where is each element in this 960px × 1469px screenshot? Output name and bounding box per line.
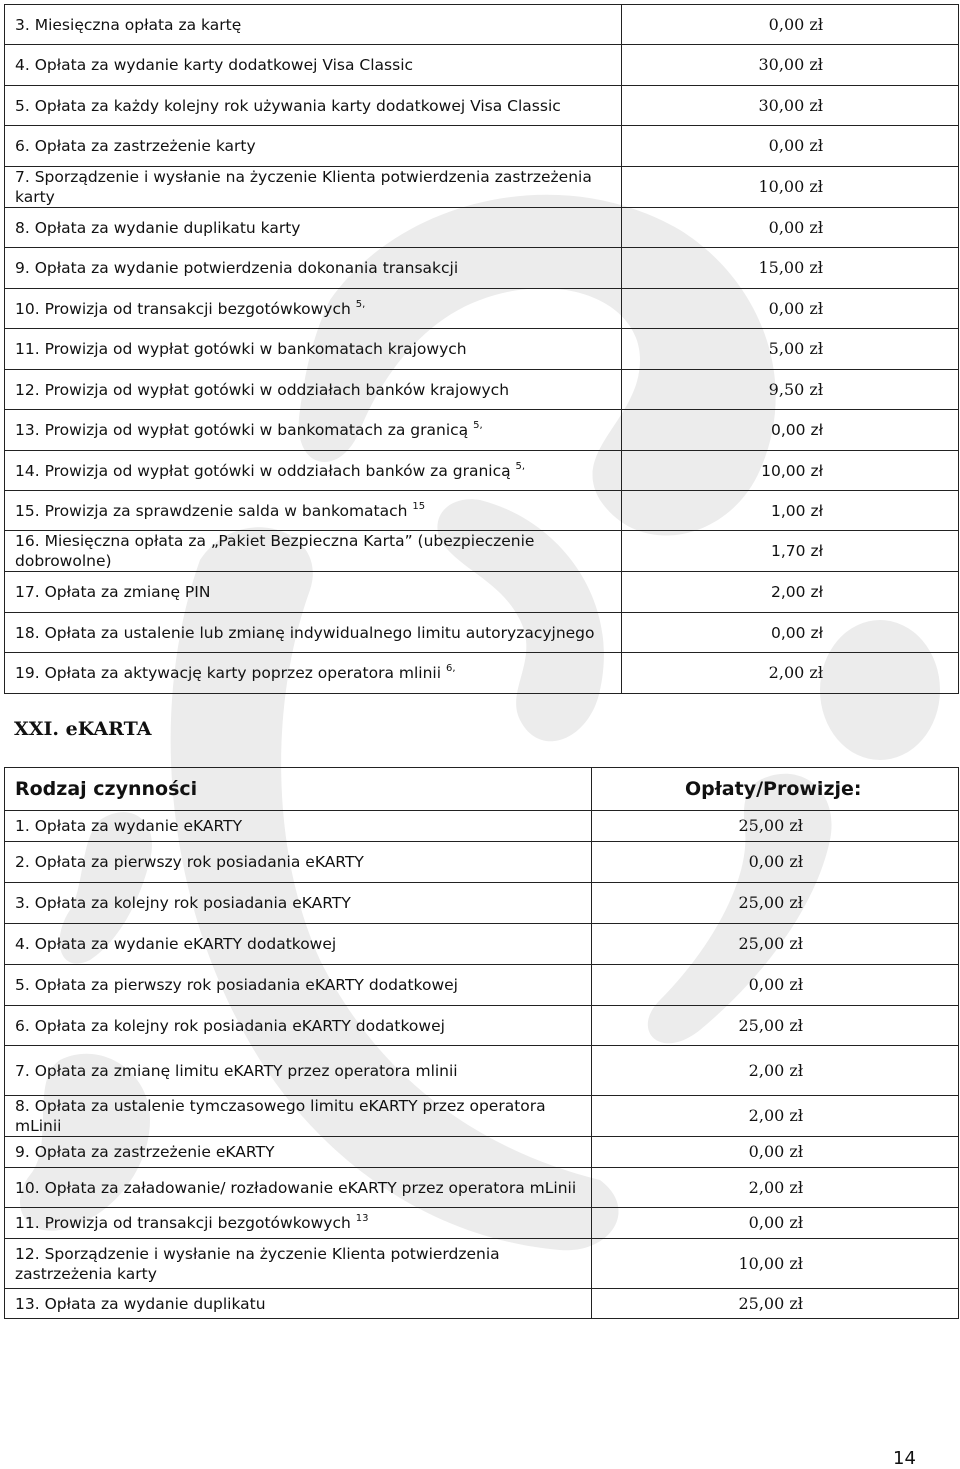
fee-amount: 0,00 zł [622,5,959,45]
fee-amount: 25,00 zł [592,1289,959,1319]
table-row [5,924,959,965]
footnote-marker: 15 [412,500,426,512]
fee-label: 13. Opłata za wydanie duplikatu [15,1294,266,1313]
footnote-marker: 5, [473,420,483,431]
table-row [5,842,959,883]
table-row [5,491,959,531]
fee-description [5,1289,592,1319]
fee-label: 12. Prowizja od wypłat gotówki w oddziałach banków krajowych [15,380,510,399]
fee-label: 7. Sporządzenie i wysłanie na życzenie Klienta potwierdzenia zastrzeżenia karty [15,168,592,206]
fee-description [5,1096,592,1137]
table-row [5,5,959,45]
fee-description [5,370,622,410]
fee-amount: 2,00 zł [622,572,959,613]
fee-description [5,1239,592,1289]
table-row [5,883,959,924]
header-fees: Opłaty/Prowizje: [592,768,959,811]
fee-label: 3. Miesięczna opłata za kartę [15,15,242,34]
fee-description [5,45,622,86]
fee-description [5,811,592,842]
fee-label: 8. Opłata za wydanie duplikatu karty [15,218,301,237]
fee-description [5,1137,592,1168]
fee-amount: 0,00 zł [592,965,959,1006]
fee-amount: 1,00 zł [622,491,959,531]
fee-amount: 30,00 zł [622,86,959,126]
fee-amount: 2,00 zł [622,653,959,694]
table-row [5,1096,959,1137]
table-row [5,1239,959,1289]
fee-description [5,86,622,126]
fee-amount: 30,00 zł [622,45,959,86]
fee-amount: 15,00 zł [622,248,959,289]
fee-description [5,1006,592,1046]
table-row [5,811,959,842]
fee-amount: 0,00 zł [592,1137,959,1168]
table-row [5,1006,959,1046]
table-row [5,329,959,370]
fee-description [5,289,622,329]
footnote-marker: 5, [515,460,526,472]
footnote-marker: 13 [355,1213,369,1224]
fee-label: 10. Opłata za załadowanie/ rozładowanie eKARTY przez operatora mLinii [15,1178,577,1197]
fee-label: 6. Opłata za zastrzeżenie karty [15,137,256,155]
fee-amount: 2,00 zł [592,1046,959,1096]
fee-label: 12. Sporządzenie i wysłanie na życzenie Klienta potwierdzenia zastrzeżenia karty [15,1244,500,1283]
fee-label: 4. Opłata za wydanie karty dodatkowej Visa Classic [15,56,414,74]
table-row [5,531,959,572]
fee-label: 3. Opłata za kolejny rok posiadania eKARTY [15,894,351,912]
fee-description [5,329,622,370]
table-row [5,1137,959,1168]
footnote-marker: 5, [355,298,366,310]
table-row [5,965,959,1006]
fee-label: 10. Prowizja od transakcji bezgotówkowych [15,299,351,318]
table-row [5,370,959,410]
table-header-row [5,768,959,811]
fee-amount: 0,00 zł [622,410,959,451]
fee-description [5,167,622,208]
fee-label: 2. Opłata za pierwszy rok posiadania eKARTY [15,853,364,871]
fee-label: 15. Prowizja za sprawdzenie salda w bankomatach [15,501,408,520]
fee-amount: 5,00 zł [622,329,959,370]
table-row [5,167,959,208]
fee-amount: 10,00 zł [622,167,959,208]
fee-label: 7. Opłata za zmianę limitu eKARTY przez operatora mlinii [15,1061,458,1080]
fee-label: 14. Prowizja od wypłat gotówki w oddziałach banków za granicą [15,461,511,480]
fee-amount: 0,00 zł [592,842,959,883]
fee-description [5,248,622,289]
fee-label: 11. Prowizja od wypłat gotówki w bankomatach krajowych [15,340,467,358]
fee-description [5,572,622,613]
fee-label: 5. Opłata za każdy kolejny rok używania karty dodatkowej Visa Classic [15,96,561,115]
fee-description [5,613,622,653]
fee-label: 17. Opłata za zmianę PIN [15,583,211,601]
table-row [5,248,959,289]
fee-description [5,1168,592,1208]
fee-amount: 1,70 zł [622,531,959,572]
table-row [5,1208,959,1239]
fee-description [5,208,622,248]
fee-label: 5. Opłata za pierwszy rok posiadania eKARTY dodatkowej [15,976,458,994]
fee-description [5,842,592,883]
fee-amount: 25,00 zł [592,924,959,965]
table-row [5,1168,959,1208]
table-row [5,126,959,167]
fee-label: 9. Opłata za zastrzeżenie eKARTY [15,1143,275,1161]
fee-amount: 25,00 zł [592,811,959,842]
table-row [5,572,959,613]
table-row [5,451,959,491]
fee-label: 8. Opłata za ustalenie tymczasowego limitu eKARTY przez operatora mLinii [15,1097,546,1135]
fee-label: 11. Prowizja od transakcji bezgotówkowych [15,1214,351,1232]
fee-label: 1. Opłata za wydanie eKARTY [15,817,243,835]
fee-label: 19. Opłata za aktywację karty poprzez operatora mlinii [15,664,442,682]
fee-description [5,531,622,572]
table-row [5,289,959,329]
fee-description [5,1046,592,1096]
fee-label: 4. Opłata za wydanie eKARTY dodatkowej [15,935,337,953]
fee-amount: 25,00 zł [592,883,959,924]
card-fees-table [4,4,959,694]
fee-description [5,965,592,1006]
fee-amount: 0,00 zł [622,126,959,167]
fee-description [5,1208,592,1239]
fee-amount: 2,00 zł [592,1168,959,1208]
fee-description [5,924,592,965]
fee-amount: 2,00 zł [592,1096,959,1137]
table-row [5,1046,959,1096]
fee-description [5,491,622,531]
fee-description [5,5,622,45]
footnote-marker: 6, [445,663,456,674]
fee-label: 6. Opłata za kolejny rok posiadania eKARTY dodatkowej [15,1016,445,1035]
fee-amount: 9,50 zł [622,370,959,410]
fee-label: 18. Opłata za ustalenie lub zmianę indywidualnego limitu autoryzacyjnego [15,623,595,642]
table-row [5,86,959,126]
section-title: XXI. eKARTA [14,718,152,740]
fee-description [5,883,592,924]
fee-amount: 0,00 zł [592,1208,959,1239]
header-activity-type: Rodzaj czynności [5,768,592,811]
fee-amount: 10,00 zł [622,451,959,491]
fee-label: 13. Prowizja od wypłat gotówki w bankomatach za granicą [15,421,469,439]
table-row [5,1289,959,1319]
table-row [5,45,959,86]
table-row [5,410,959,451]
fee-amount: 0,00 zł [622,613,959,653]
fee-amount: 0,00 zł [622,208,959,248]
table-row [5,613,959,653]
fee-description [5,410,622,451]
fee-label: 9. Opłata za wydanie potwierdzenia dokonania transakcji [15,259,459,277]
fee-label: 16. Miesięczna opłata za „Pakiet Bezpieczna Karta” (ubezpieczenie dobrowolne) [15,532,535,570]
table-row [5,208,959,248]
fee-amount: 10,00 zł [592,1239,959,1289]
table-row [5,653,959,694]
fee-amount: 0,00 zł [622,289,959,329]
fee-amount: 25,00 zł [592,1006,959,1046]
fee-description [5,451,622,491]
page-number: 14 [893,1448,916,1469]
fee-description [5,653,622,694]
fee-description [5,126,622,167]
ekarta-fees-table [4,767,959,1319]
